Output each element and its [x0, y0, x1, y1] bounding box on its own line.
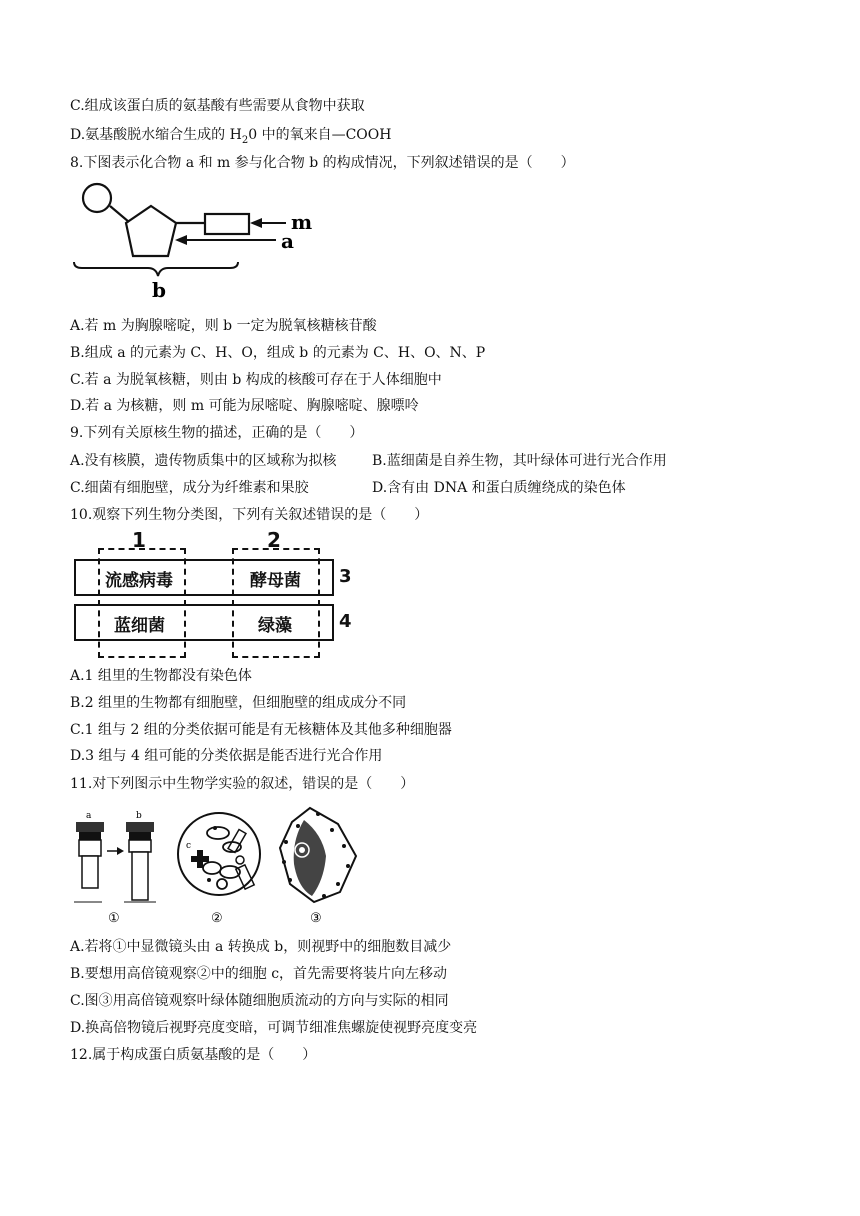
label-m: m [291, 210, 313, 234]
base-rectangle [205, 214, 249, 234]
nucleotide-diagram [70, 182, 320, 300]
pentose-sugar-pentagon [126, 206, 176, 256]
q9-option-a: A.没有核膜，遗传物质集中的区域称为拟核 [70, 453, 337, 469]
q11-option-b: B.要想用高倍镜观察②中的细胞 c，首先需要将装片向左移动 [70, 966, 448, 982]
group-1-label: 1 [132, 528, 146, 552]
group-4-label: 4 [339, 611, 352, 632]
panel-1-label: ① [108, 911, 120, 926]
q11-option-c: C.图③用高倍镜观察叶绿体随细胞质流动的方向与实际的相同 [70, 993, 449, 1009]
label-a: a [281, 229, 294, 253]
q7-option-d [70, 125, 391, 145]
cell-cyanobacteria: 蓝细菌 [114, 616, 165, 636]
q8-option-d: D.若 a 为核糖，则 m 可能为尿嘧啶、胸腺嘧啶、腺嘌呤 [70, 398, 419, 414]
cell-yeast: 酵母菌 [250, 571, 301, 591]
q9-option-d: D.含有由 DNA 和蛋白质缠绕成的染色体 [372, 480, 626, 496]
q7-option-c: C.组成该蛋白质的氨基酸有些需要从食物中获取 [70, 98, 365, 114]
q7-option-d-subscript: 2 [241, 134, 249, 146]
group-3-label: 3 [339, 566, 352, 587]
lens-b-label: b [136, 811, 142, 821]
q11-option-d: D.换高倍物镜后视野亮度变暗，可调节细准焦螺旋使视野亮度变亮 [70, 1020, 478, 1036]
field-of-view-circle [178, 813, 260, 895]
q7-option-d-text: D.氨基酸脱水缩合生成的 H [70, 127, 242, 143]
microscope-figures [70, 804, 360, 928]
q9-option-c: C.细菌有细胞壁，成分为纤维素和果胶 [70, 480, 309, 496]
plant-cell-diagram [280, 808, 356, 902]
phosphate-circle [83, 184, 111, 212]
q10-option-a: A.1 组里的生物都没有染色体 [70, 668, 252, 684]
q8-option-c: C.若 a 为脱氧核糖，则由 b 构成的核酸可存在于人体细胞中 [70, 372, 442, 388]
objective-lens-a [76, 822, 104, 888]
cell-green-algae: 绿藻 [258, 616, 292, 636]
classification-diagram [74, 530, 364, 658]
q7-option-d-text-end: 0 中的氧来自—COOH [248, 127, 392, 143]
q9-stem: 9.下列有关原核生物的描述，正确的是（ ） [70, 425, 364, 441]
q9-option-b: B.蓝细菌是自养生物，其叶绿体可进行光合作用 [372, 453, 667, 469]
label-b: b [152, 278, 166, 300]
lens-a-label: a [86, 811, 92, 821]
q8-option-a: A.若 m 为胸腺嘧啶，则 b 一定为脱氧核糖核苷酸 [70, 318, 377, 334]
panel-2-label: ② [211, 911, 223, 926]
q10-stem: 10.观察下列生物分类图，下列有关叙述错误的是（ ） [70, 507, 429, 523]
cell-flu-virus: 流感病毒 [105, 571, 173, 591]
q12-stem: 12.属于构成蛋白质氨基酸的是（ ） [70, 1047, 317, 1063]
group-2-label: 2 [267, 528, 281, 552]
q8-option-b: B.组成 a 的元素为 C、H、O，组成 b 的元素为 C、H、O、N、P [70, 345, 486, 361]
cell-c-label: c [186, 841, 192, 851]
objective-lens-b [126, 822, 154, 900]
q10-option-c: C.1 组与 2 组的分类依据可能是有无核糖体及其他多种细胞器 [70, 722, 452, 738]
q11-stem: 11.对下列图示中生物学实验的叙述，错误的是（ ） [70, 776, 415, 792]
group-4-row [74, 604, 334, 641]
q8-stem: 8.下图表示化合物 a 和 m 参与化合物 b 的构成情况，下列叙述错误的是（ ） [70, 155, 575, 171]
q11-option-a: A.若将①中显微镜头由 a 转换成 b，则视野中的细胞数目减少 [70, 939, 452, 955]
q10-option-d: D.3 组与 4 组可能的分类依据是能否进行光合作用 [70, 748, 383, 764]
panel-3-label: ③ [310, 911, 322, 926]
q10-option-b: B.2 组里的生物都有细胞壁，但细胞壁的组成成分不同 [70, 695, 407, 711]
